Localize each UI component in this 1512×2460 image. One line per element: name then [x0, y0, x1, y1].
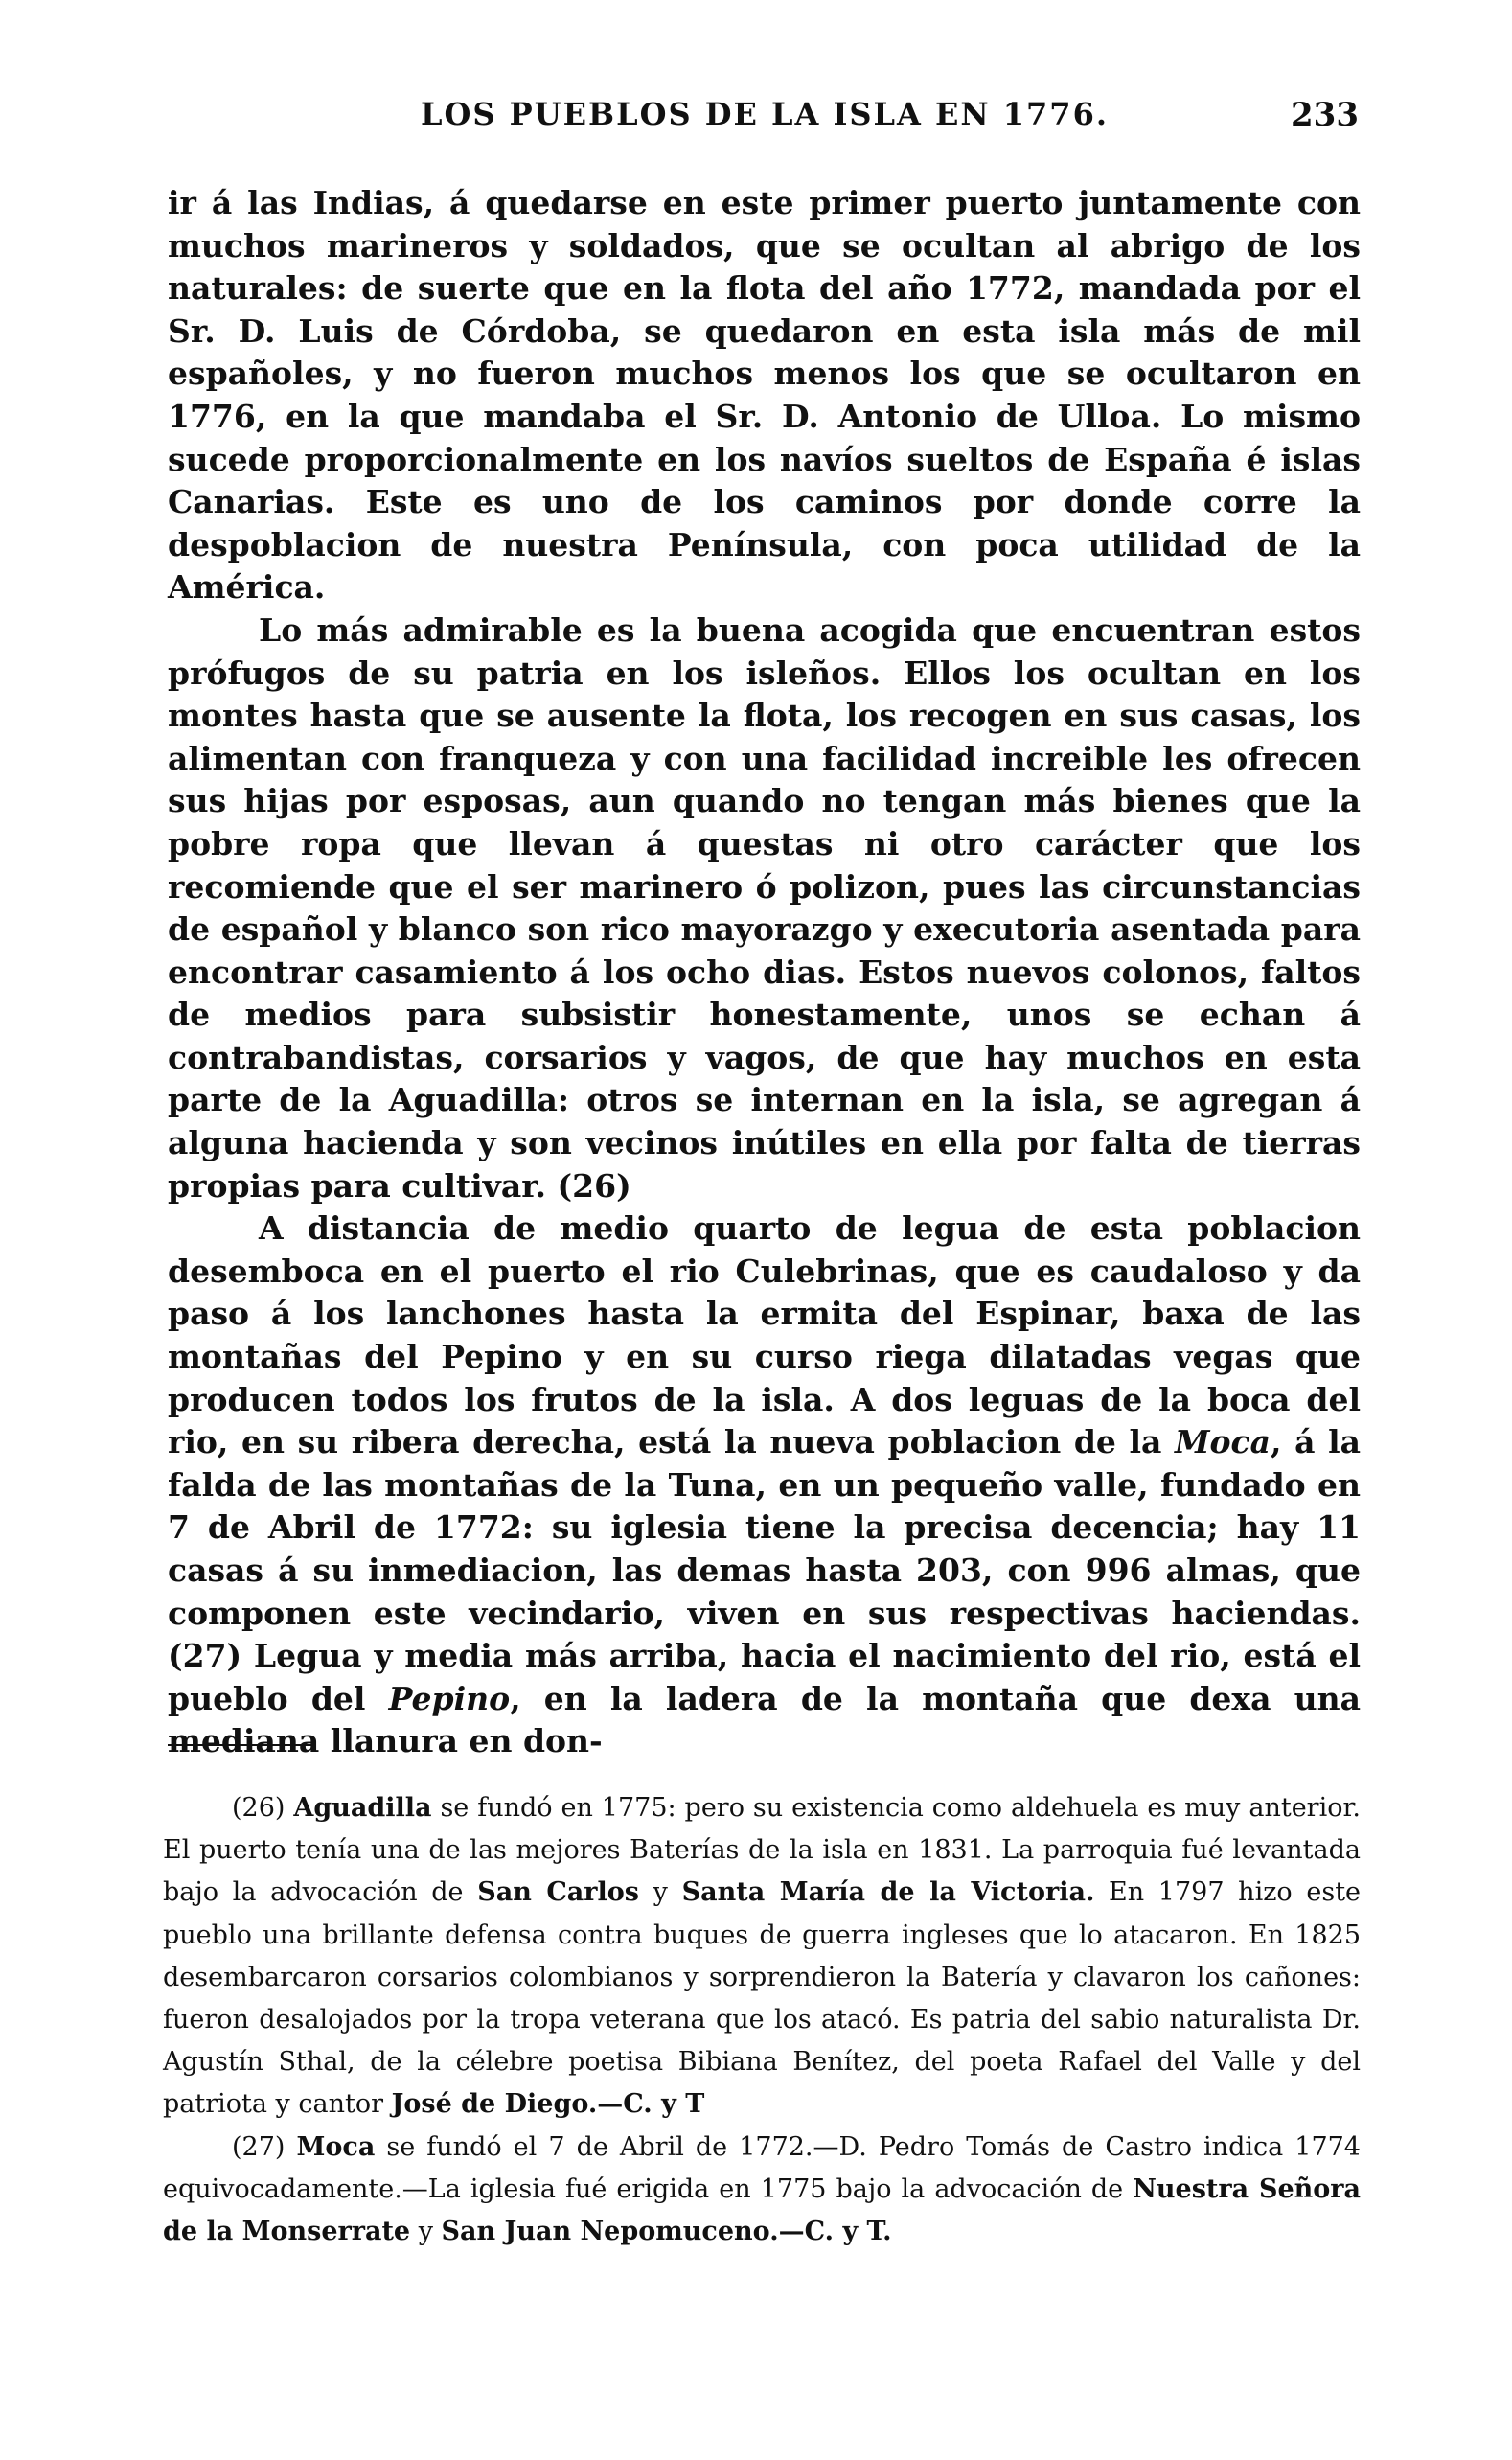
- footnotes: [163, 1787, 1361, 2253]
- footnote-26-number: (26): [232, 1793, 286, 1823]
- footnote-27: [163, 2127, 1361, 2254]
- place-name-pepino: Pepino: [388, 1679, 511, 1717]
- footnote-26-and: y: [639, 1877, 682, 1908]
- paragraph-2: Lo más admirable es la buena acogida que encuentran estos prófugos de su patria en los isleños. Ellos los ocultan en los montes hasta que se ausente la flota, los recogen en sus casas, los alimentan con franqueza y con una facilidad increible les ofrecen sus hijas por esposas, aun quando no tengan más bienes que la pobre ropa que llevan á questas ni otro carácter que los recomiende que el ser marinero ó polizon, pues las circunstancias de español y blanco son rico mayorazgo y executoria asentada para encontrar casamiento á los ocho dias. Estos nuevos colonos, faltos de medios para subsistir honestamente, unos se echan á contrabandistas, corsarios y vagos, de que hay muchos en esta parte de la Aguadilla: otros se internan en la isla, se agregan á alguna hacienda y son vecinos inútiles en ella por falta de tierras propias para cultivar. (26): [168, 610, 1361, 1205]
- paragraph-3-part-b: , á la falda de las montañas de la Tuna, en un pequeño valle, fundado en 7 de Abril de 1772: su iglesia tiene la precisa decencia; hay 11 casas á su inmediacion, las demas hasta 203, con 996 almas, que componen este vecindario, viven en sus respectivas haciendas. (27) Legua y media más arriba, hacia el nacimiento del rio, está el pueblo del: [168, 1423, 1361, 1717]
- footnote-26: [163, 1787, 1361, 2127]
- page-number: 233: [1291, 96, 1359, 134]
- footnote-26-patron-2: Santa María de la Victoria.: [681, 1877, 1095, 1908]
- footnote-27-text-a: se fundó el 7 de Abril de 1772.—D. Pedro Tomás de Castro indica 1774 equivocadamente.—La iglesia fué erigida en 1775 bajo la advocación de: [163, 2131, 1361, 2204]
- place-name-moca: Moca: [1175, 1423, 1271, 1461]
- paragraph-3: [168, 1207, 1361, 1763]
- footnote-26-signature: —C. y T: [597, 2089, 705, 2120]
- footnote-divider: [168, 1744, 311, 1746]
- footnote-26-place: Aguadilla: [293, 1793, 432, 1823]
- page-header: [171, 96, 1359, 153]
- footnote-27-number: (27): [232, 2131, 286, 2162]
- running-title: LOS PUEBLOS DE LA ISLA EN 1776.: [421, 96, 1109, 132]
- footnote-26-patron-1: San Carlos: [477, 1877, 639, 1908]
- footnote-26-poet: José de Diego.: [391, 2089, 598, 2120]
- footnote-27-signature: —C. y T.: [778, 2217, 892, 2247]
- paragraph-3-part-c: , en la ladera de la montaña que dexa una mediana llanura en don-: [168, 1679, 1361, 1760]
- footnote-27-patron-2: San Juan Nepomuceno.: [441, 2217, 779, 2247]
- main-text: [168, 182, 1361, 1763]
- footnote-26-text-b: En 1797 hizo este pueblo una brillante defensa contra buques de guerra ingleses que lo atacaron. En 1825 desembarcaron corsarios colombianos y sorprendieron la Batería y clavaron los cañones: fueron desalojados por la tropa veterana que los atacó. Es patria del sabio naturalista Dr. Agustín Sthal, de la célebre poetisa Bibiana Benítez, del poeta Rafael del Valle y del patriota y cantor: [163, 1877, 1362, 2120]
- footnote-26-text-a: se fundó en 1775: pero su existencia como aldehuela es muy anterior. El puerto tenía una de las mejores Baterías de la isla en 1831. La parroquia fué levantada bajo la advocación de: [163, 1793, 1361, 1908]
- footnote-27-patron-1: Nuestra Señora de la Monserrate: [163, 2173, 1361, 2247]
- footnote-27-place: Moca: [296, 2131, 376, 2162]
- paragraph-3-part-a: A distancia de medio quarto de legua de esta poblacion desemboca en el puerto el rio Culebrinas, que es caudaloso y da paso á los lanchones hasta la ermita del Espinar, baxa de las montañas del Pepino y en su curso riega dilatadas vegas que producen todos los frutos de la isla. A dos leguas de la boca del rio, en su ribera derecha, está la nueva poblacion de la: [168, 1209, 1361, 1461]
- footnote-27-and: y: [410, 2217, 442, 2247]
- paragraph-1: ir á las Indias, á quedarse en este primer puerto juntamente con muchos marineros y soldados, que se ocultan al abrigo de los naturales: de suerte que en la flota del año 1772, mandada por el Sr. D. Luis de Córdoba, se quedaron en esta isla más de mil españoles, y no fueron muchos menos los que se ocultaron en 1776, en la que mandaba el Sr. D. Antonio de Ulloa. Lo mismo sucede proporcionalmente en los navíos sueltos de España é islas Canarias. Este es uno de los caminos por donde corre la despoblacion de nuestra Península, con poca utilidad de la América.: [168, 184, 1361, 607]
